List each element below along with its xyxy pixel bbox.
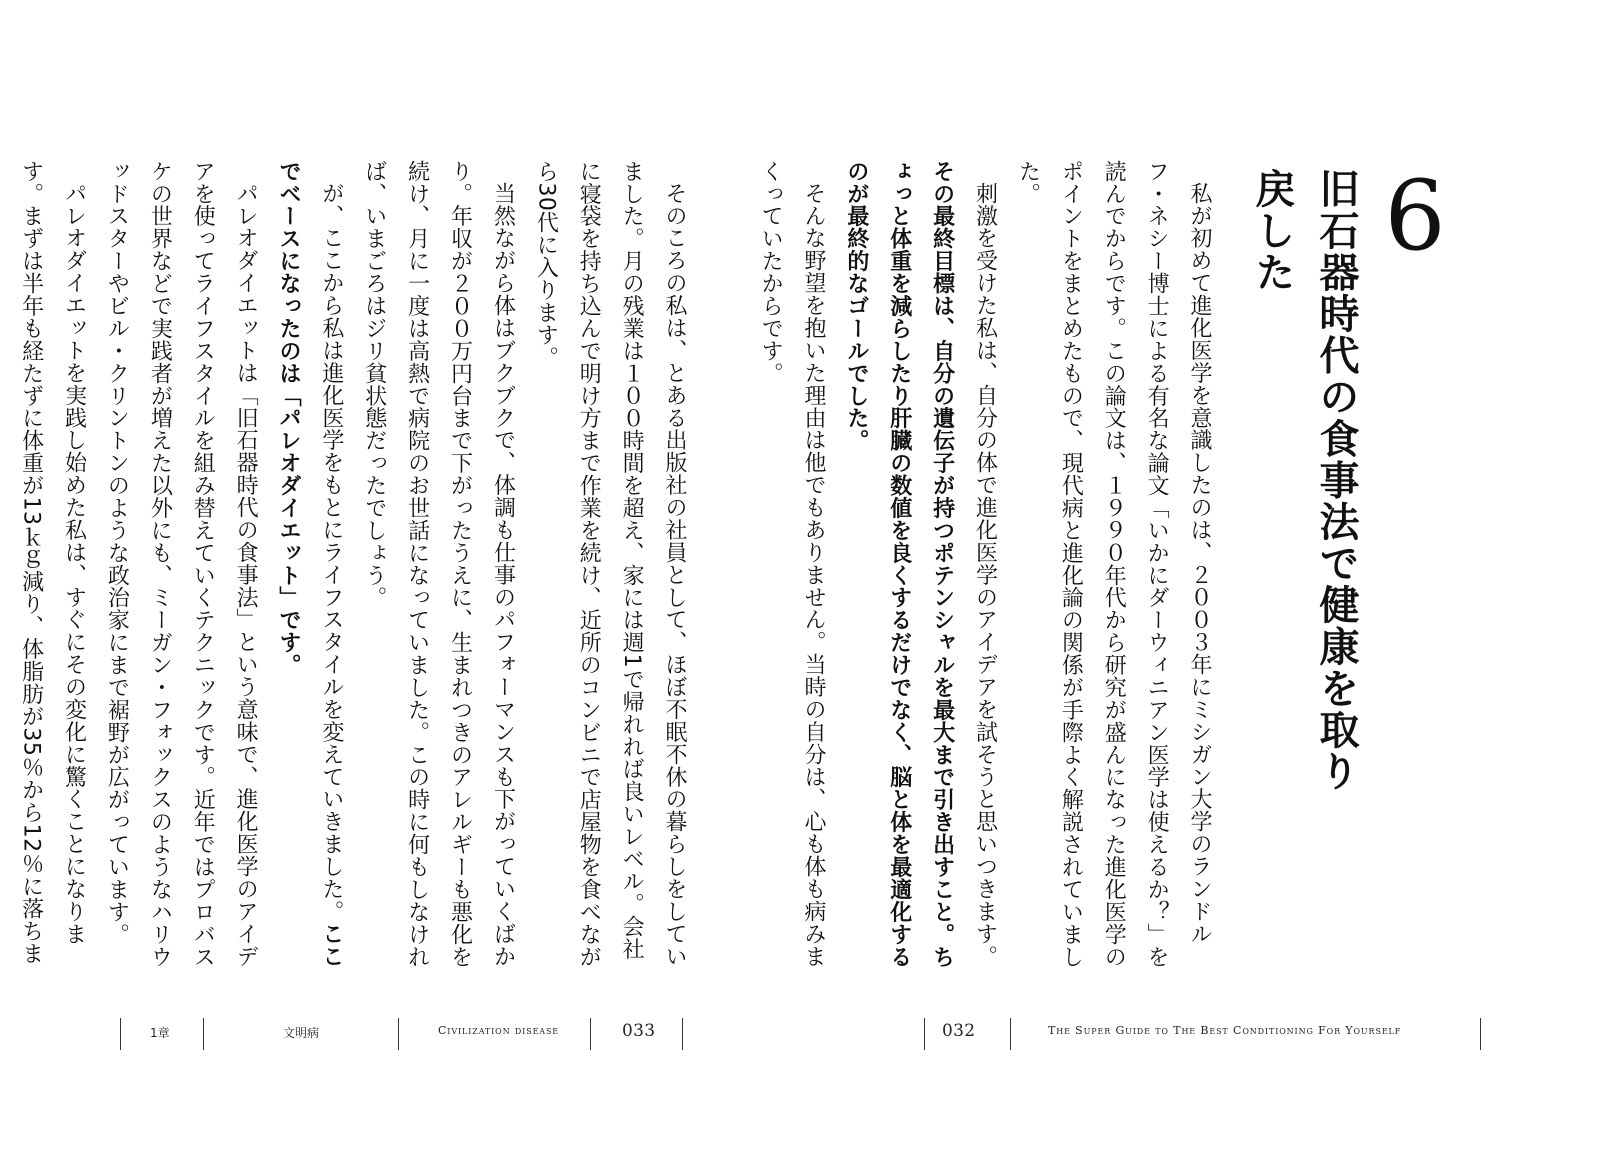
left-page-footer [0, 1018, 800, 1054]
footer-divider [682, 1018, 683, 1050]
footer-divider [120, 1018, 121, 1050]
footer-chapter-label: 1章 [150, 1026, 170, 1040]
right-paragraph-1: 私が初めて進化医学を意識したのは、２００３年にミシガン大学のランドルフ・ネシー博士による有名な論文「いかにダーウィニアン医学は使えるか？」を読んでからです。この論文は、１９９０年代から研究が盛んになった進化医学のポイントをまとめたもので、現代病と進化論の関係が手際よく解説されていました。 [1015, 160, 1212, 968]
right-paragraph-3-bold: その最終目標は、自分の遺伝子が持つポテンシャルを最大まで引き出すこと。ちょっと体重を減らしたり肝臓の数値を良くするだけでなく、脳と体を最適化するのが最終的なゴールでした。 [843, 160, 955, 968]
left-paragraph-4: パレオダイエットは「旧石器時代の食事法」という意味で、進化医学のアイデアを使ってライフスタイルを組み替えていくテクニックです。近年ではプロバスケの世界などで実践者が増えた以外にも、ミーガン・フォックスのようなハリウッドスターやビル・クリントンのような政治家にまで裾野が広がっています。 [104, 160, 259, 968]
footer-divider [398, 1018, 399, 1050]
right-page-body [758, 160, 1220, 980]
footer-section-jp: 文明病 [283, 1026, 320, 1040]
left-paragraph-2: 当然ながら体はブクブクで、体調も仕事のパフォーマンスも下がっていくばかり。年収が２００万円台まで下がったうえに、生まれつきのアレルギーも悪化を続け、月に一度は高熱で病院のお世話になっていました。この時に何もしなければ、いまごろはジリ貧状態だったでしょう。 [361, 160, 516, 968]
left-paragraph-3: が、ここから私は進化医学をもとにライフスタイルを変えていきました。ここでベースになったのは「パレオダイエット」です。 [275, 160, 344, 968]
page-number-left: 033 [622, 1021, 656, 1041]
footer-book-title: The Super Guide to The Best Conditioning For Yourself [1048, 1024, 1402, 1037]
page-number-right: 032 [942, 1021, 976, 1041]
right-paragraph-2: 刺激を受けた私は、自分の体で進化医学のアイデアを試そうと思いつきます。 [972, 182, 998, 968]
chapter-number: 6 [1384, 160, 1446, 272]
right-paragraph-4: そんな野望を抱いた理由は他でもありません。当時の自分は、心も体も病みまくっていたからです。 [758, 160, 826, 968]
footer-divider [924, 1018, 925, 1050]
footer-divider [590, 1018, 591, 1050]
left-paragraph-5: パレオダイエットを実践し始めた私は、すぐにその変化に驚くことになります。まずは半年も経たずに体重が13ｋｇ減り、体脂肪が35％から12％に落ちま [18, 160, 87, 965]
chapter-title: 旧石器時代の食事法で健康を取り戻した [1249, 168, 1360, 792]
footer-divider [1010, 1018, 1011, 1050]
footer-divider [1480, 1018, 1481, 1050]
left-page-body [18, 160, 695, 980]
left-paragraph-1: そのころの私は、とある出版社の社員として、ほぼ不眠不休の暮らしをしていました。月の残業は１００時間を超え、家には週1で帰れれば良いレベル。会社に寝袋を持ち込んで明け方まで作業を続け、近所のコンビニで店屋物を食べながら30代に入ります。 [533, 160, 687, 968]
right-page-footer [800, 1018, 1600, 1054]
footer-section-en: Civilization disease [438, 1024, 560, 1037]
footer-divider [203, 1018, 204, 1050]
